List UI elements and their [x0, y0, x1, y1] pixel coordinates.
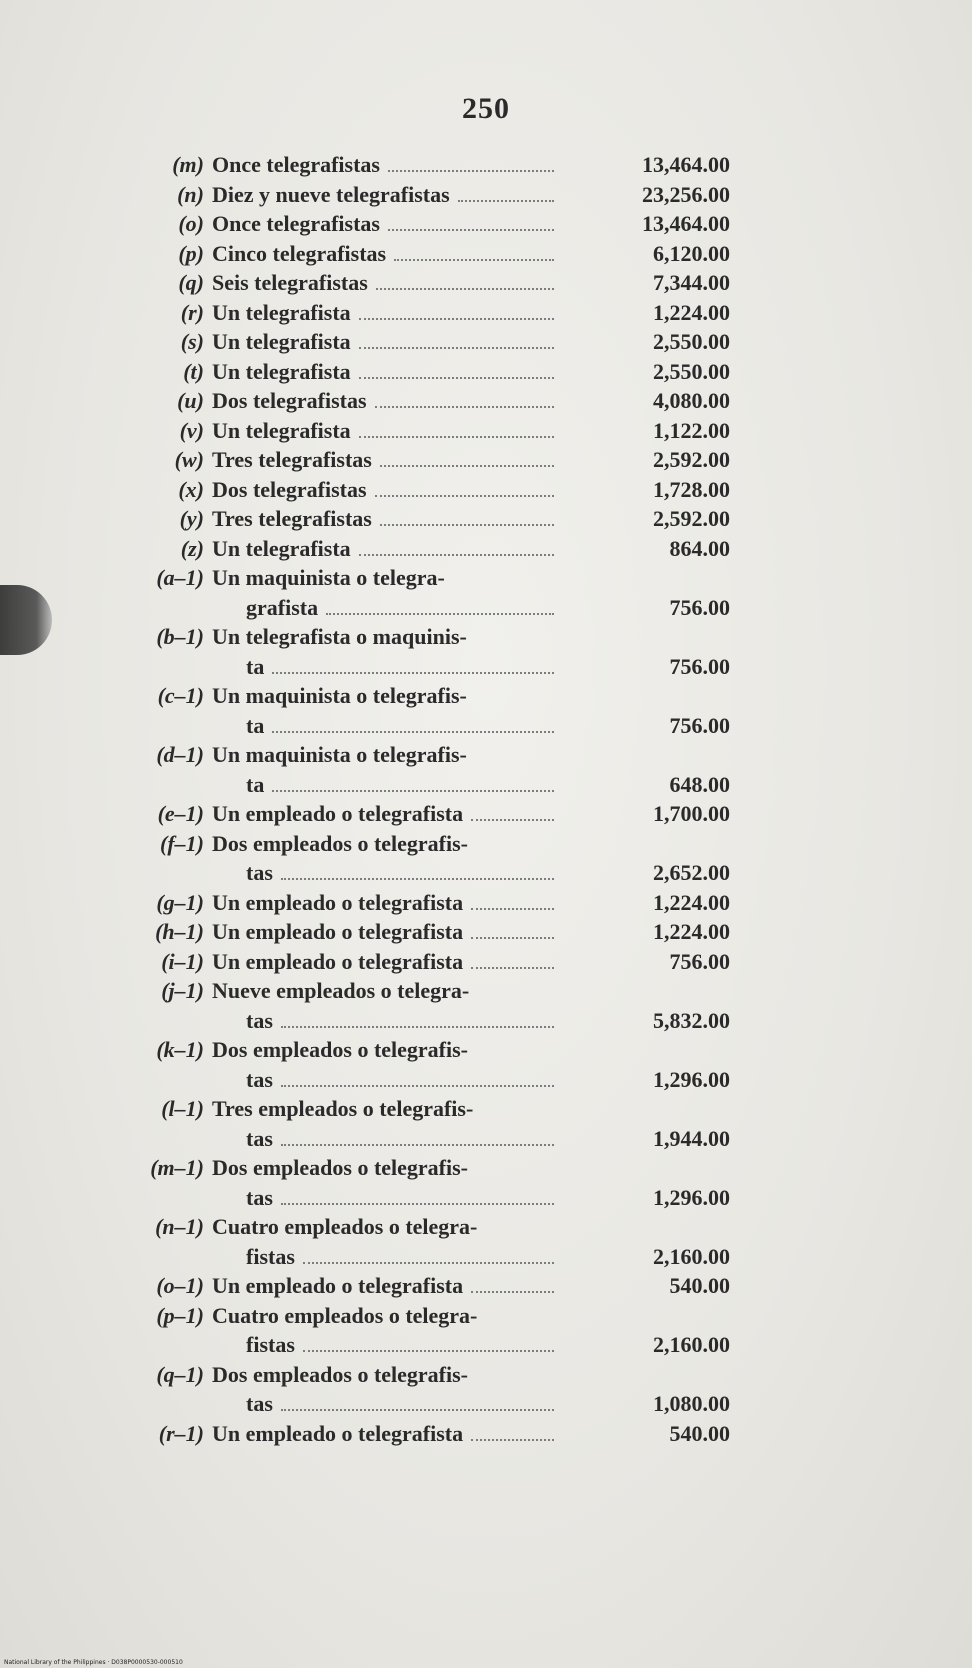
- entry-letter: (c–1): [157, 683, 204, 708]
- dot-leader: [326, 613, 554, 615]
- entry-text: Dos empleados o telegrafis-: [212, 1361, 469, 1387]
- entry-letter: (s): [180, 329, 204, 354]
- entry-description: [150, 563, 560, 622]
- dot-leader: [359, 436, 554, 438]
- entry-amount: 540.00: [669, 1273, 730, 1298]
- entry-description: [150, 1360, 560, 1419]
- entry-letter: (y): [179, 506, 204, 531]
- list-item: [150, 327, 730, 357]
- dot-leader: [281, 1026, 554, 1028]
- entry-amount: 2,550.00: [653, 329, 730, 354]
- entry-letter: (r): [180, 299, 204, 325]
- entry-text: Un telegrafista: [212, 535, 351, 561]
- entry-description: [150, 888, 560, 918]
- entry-description: [150, 947, 560, 977]
- dot-leader: [281, 1144, 554, 1146]
- entry-text: Un telegrafista: [212, 358, 351, 384]
- dot-leader: [458, 200, 554, 202]
- entry-text: ta: [246, 771, 265, 797]
- entry-text: tas: [246, 1066, 273, 1092]
- dot-leader: [303, 1262, 554, 1264]
- entry-text: Dos empleados o telegrafis-: [212, 1037, 469, 1062]
- entry-letter: (e–1): [157, 801, 204, 826]
- entry-text: tas: [246, 1125, 273, 1151]
- dot-leader: [471, 908, 554, 910]
- entry-description: [150, 1035, 560, 1094]
- entry-letter: (j–1): [161, 978, 204, 1003]
- entry-text: Once telegrafistas: [212, 211, 380, 236]
- entry-description: [150, 386, 560, 416]
- entry-description: [150, 298, 560, 328]
- entry-letter: (d–1): [156, 742, 204, 767]
- entry-description: [150, 209, 560, 239]
- list-item: [150, 1419, 730, 1449]
- entry-amount: 2,550.00: [653, 358, 730, 384]
- entry-description: [150, 1271, 560, 1301]
- entry-amount: 1,224.00: [653, 919, 730, 944]
- entry-amount: 1,944.00: [653, 1125, 730, 1151]
- entry-amount: 2,160.00: [653, 1243, 730, 1269]
- dot-leader: [471, 819, 554, 821]
- entry-amount: 1,296.00: [653, 1184, 730, 1210]
- entry-text: Un maquinista o telegrafis-: [212, 683, 467, 708]
- dot-leader: [394, 259, 554, 261]
- entry-text: fistas: [246, 1332, 295, 1357]
- entry-text: Diez y nueve telegrafistas: [212, 181, 450, 207]
- entry-letter: (k–1): [156, 1037, 204, 1062]
- list-item: [150, 386, 730, 416]
- entry-amount: 1,296.00: [653, 1066, 730, 1092]
- entry-letter: (g–1): [156, 889, 204, 915]
- entry-amount: 756.00: [669, 653, 730, 679]
- entry-text: ta: [246, 712, 265, 738]
- entry-text: Un empleado o telegrafista: [212, 801, 464, 826]
- list-item: [150, 888, 730, 918]
- dot-leader: [272, 672, 554, 674]
- list-item: [150, 1094, 730, 1153]
- dot-leader: [359, 377, 554, 379]
- entry-description: [150, 681, 560, 740]
- list-item: [150, 150, 730, 180]
- entry-amount: 7,344.00: [653, 270, 730, 295]
- list-item: [150, 504, 730, 534]
- entry-text: Un telegrafista: [212, 299, 351, 325]
- list-item: [150, 917, 730, 947]
- entry-text: ta: [246, 653, 265, 679]
- dot-leader: [388, 229, 554, 231]
- entry-amount: 864.00: [669, 535, 730, 561]
- entry-text: tas: [246, 1184, 273, 1210]
- entry-letter: (f–1): [160, 830, 204, 856]
- entry-description: [150, 1094, 560, 1153]
- page-edge-shadow: [0, 585, 52, 655]
- entry-text: Un empleado o telegrafista: [212, 889, 464, 915]
- entry-letter: (r–1): [158, 1420, 204, 1446]
- entry-amount: 2,592.00: [653, 447, 730, 472]
- entry-text: Un telegrafista: [212, 329, 351, 354]
- dot-leader: [380, 465, 554, 467]
- entry-text: Dos telegrafistas: [212, 476, 367, 502]
- list-item: [150, 416, 730, 446]
- entry-amount: 756.00: [669, 712, 730, 738]
- entry-amount: 13,464.00: [642, 211, 730, 236]
- entry-description: [150, 327, 560, 357]
- entry-letter: (o): [178, 211, 204, 236]
- entry-letter: (i–1): [161, 948, 204, 974]
- entry-amount: 756.00: [669, 948, 730, 974]
- entry-amount: 13,464.00: [642, 152, 730, 177]
- entry-amount: 1,080.00: [653, 1391, 730, 1416]
- list-item: [150, 475, 730, 505]
- entry-amount: 5,832.00: [653, 1007, 730, 1033]
- entry-text: Un telegrafista: [212, 417, 351, 443]
- list-item: [150, 445, 730, 475]
- entry-description: [150, 1153, 560, 1212]
- dot-leader: [272, 790, 554, 792]
- list-item: [150, 1271, 730, 1301]
- entry-letter: (x): [178, 476, 204, 502]
- entry-text: Un empleado o telegrafista: [212, 919, 464, 944]
- entry-description: [150, 357, 560, 387]
- entry-letter: (n–1): [155, 1214, 204, 1239]
- entry-letter: (h–1): [155, 919, 204, 944]
- entry-text: tas: [246, 860, 273, 885]
- list-item: [150, 563, 730, 622]
- entry-letter: (q): [178, 270, 204, 295]
- dot-leader: [375, 495, 554, 497]
- list-item: [150, 209, 730, 239]
- entry-description: [150, 976, 560, 1035]
- list-item: [150, 1360, 730, 1419]
- entry-letter: (z): [180, 535, 204, 561]
- entry-description: [150, 416, 560, 446]
- entry-letter: (p): [178, 240, 204, 266]
- entry-text: tas: [246, 1007, 273, 1033]
- entry-text: Un telegrafista o maquinis-: [212, 624, 467, 649]
- dot-leader: [376, 288, 554, 290]
- list-item: [150, 976, 730, 1035]
- list-item: [150, 622, 730, 681]
- entry-amount: 2,652.00: [653, 860, 730, 885]
- entry-text: Cinco telegrafistas: [212, 240, 387, 266]
- scan-footer: National Library of the Philippines · D038P0000530-000510: [4, 1659, 183, 1666]
- list-item: [150, 740, 730, 799]
- salary-entries-list: [150, 150, 730, 1448]
- list-item: [150, 239, 730, 269]
- dot-leader: [471, 1291, 554, 1293]
- dot-leader: [375, 406, 554, 408]
- entry-description: [150, 534, 560, 564]
- entry-text: Seis telegrafistas: [212, 270, 368, 295]
- list-item: [150, 799, 730, 829]
- entry-letter: (w): [174, 447, 204, 472]
- entry-text: Cuatro empleados o telegra-: [212, 1214, 478, 1239]
- entry-letter: (u): [177, 388, 204, 413]
- entry-amount: 6,120.00: [653, 240, 730, 266]
- entry-text: Un empleado o telegrafista: [212, 948, 464, 974]
- entry-text: Un maquinista o telegra-: [212, 565, 445, 590]
- entry-letter: (t): [183, 358, 204, 384]
- entry-text: Un empleado o telegrafista: [212, 1420, 464, 1446]
- entry-amount: 1,224.00: [653, 889, 730, 915]
- entry-letter: (a–1): [156, 565, 204, 590]
- entry-amount: 1,224.00: [653, 299, 730, 325]
- entry-description: [150, 445, 560, 475]
- entry-letter: (q–1): [156, 1361, 204, 1387]
- list-item: [150, 357, 730, 387]
- dot-leader: [281, 878, 554, 880]
- dot-leader: [471, 967, 554, 969]
- entry-letter: (b–1): [156, 624, 204, 649]
- dot-leader: [272, 731, 554, 733]
- list-item: [150, 1035, 730, 1094]
- list-item: [150, 180, 730, 210]
- entry-letter: (l–1): [161, 1096, 204, 1121]
- entry-description: [150, 917, 560, 947]
- entry-text: Un maquinista o telegrafis-: [212, 742, 467, 767]
- entry-text: Un empleado o telegrafista: [212, 1273, 464, 1298]
- entry-text: fistas: [246, 1243, 295, 1269]
- entry-description: [150, 268, 560, 298]
- entry-amount: 2,160.00: [653, 1332, 730, 1357]
- entry-description: [150, 1212, 560, 1271]
- entry-amount: 540.00: [669, 1420, 730, 1446]
- dot-leader: [359, 347, 554, 349]
- entry-letter: (n): [177, 181, 204, 207]
- entry-description: [150, 1419, 560, 1449]
- dot-leader: [303, 1350, 554, 1352]
- entry-text: tas: [246, 1391, 273, 1416]
- entry-text: grafista: [246, 594, 319, 620]
- entry-amount: 1,122.00: [653, 417, 730, 443]
- dot-leader: [281, 1203, 554, 1205]
- entry-text: Dos telegrafistas: [212, 388, 367, 413]
- dot-leader: [471, 1439, 554, 1441]
- entry-text: Tres telegrafistas: [212, 447, 372, 472]
- dot-leader: [388, 170, 554, 172]
- entry-description: [150, 475, 560, 505]
- dot-leader: [471, 937, 554, 939]
- entry-letter: (p–1): [156, 1302, 204, 1328]
- entry-text: Nueve empleados o telegra-: [212, 978, 470, 1003]
- dot-leader: [281, 1085, 554, 1087]
- entry-amount: 23,256.00: [642, 181, 730, 207]
- entry-amount: 648.00: [669, 771, 730, 797]
- entry-amount: 756.00: [669, 594, 730, 620]
- entry-amount: 1,700.00: [653, 801, 730, 826]
- entry-text: Tres empleados o telegrafis-: [212, 1096, 474, 1121]
- list-item: [150, 947, 730, 977]
- list-item: [150, 681, 730, 740]
- dot-leader: [359, 318, 554, 320]
- entry-letter: (o–1): [156, 1273, 204, 1298]
- entry-letter: (m): [172, 152, 204, 177]
- list-item: [150, 1301, 730, 1360]
- entry-description: [150, 829, 560, 888]
- entry-amount: 4,080.00: [653, 388, 730, 413]
- entry-description: [150, 239, 560, 269]
- entry-text: Dos empleados o telegrafis-: [212, 1155, 469, 1180]
- entry-amount: 1,728.00: [653, 476, 730, 502]
- entry-description: [150, 740, 560, 799]
- entry-description: [150, 180, 560, 210]
- list-item: [150, 534, 730, 564]
- entry-letter: (v): [179, 417, 204, 443]
- list-item: [150, 1212, 730, 1271]
- page-number: 250: [462, 92, 510, 125]
- entry-amount: 2,592.00: [653, 506, 730, 531]
- dot-leader: [380, 524, 554, 526]
- entry-text: Dos empleados o telegrafis-: [212, 830, 469, 856]
- list-item: [150, 1153, 730, 1212]
- list-item: [150, 298, 730, 328]
- entry-description: [150, 150, 560, 180]
- entry-letter: (m–1): [150, 1155, 204, 1180]
- entry-description: [150, 1301, 560, 1360]
- entry-text: Once telegrafistas: [212, 152, 380, 177]
- dot-leader: [359, 554, 554, 556]
- entry-description: [150, 622, 560, 681]
- entry-text: Tres telegrafistas: [212, 506, 372, 531]
- dot-leader: [281, 1409, 554, 1411]
- entry-description: [150, 799, 560, 829]
- list-item: [150, 829, 730, 888]
- entry-text: Cuatro empleados o telegra-: [212, 1302, 478, 1328]
- entry-description: [150, 504, 560, 534]
- list-item: [150, 268, 730, 298]
